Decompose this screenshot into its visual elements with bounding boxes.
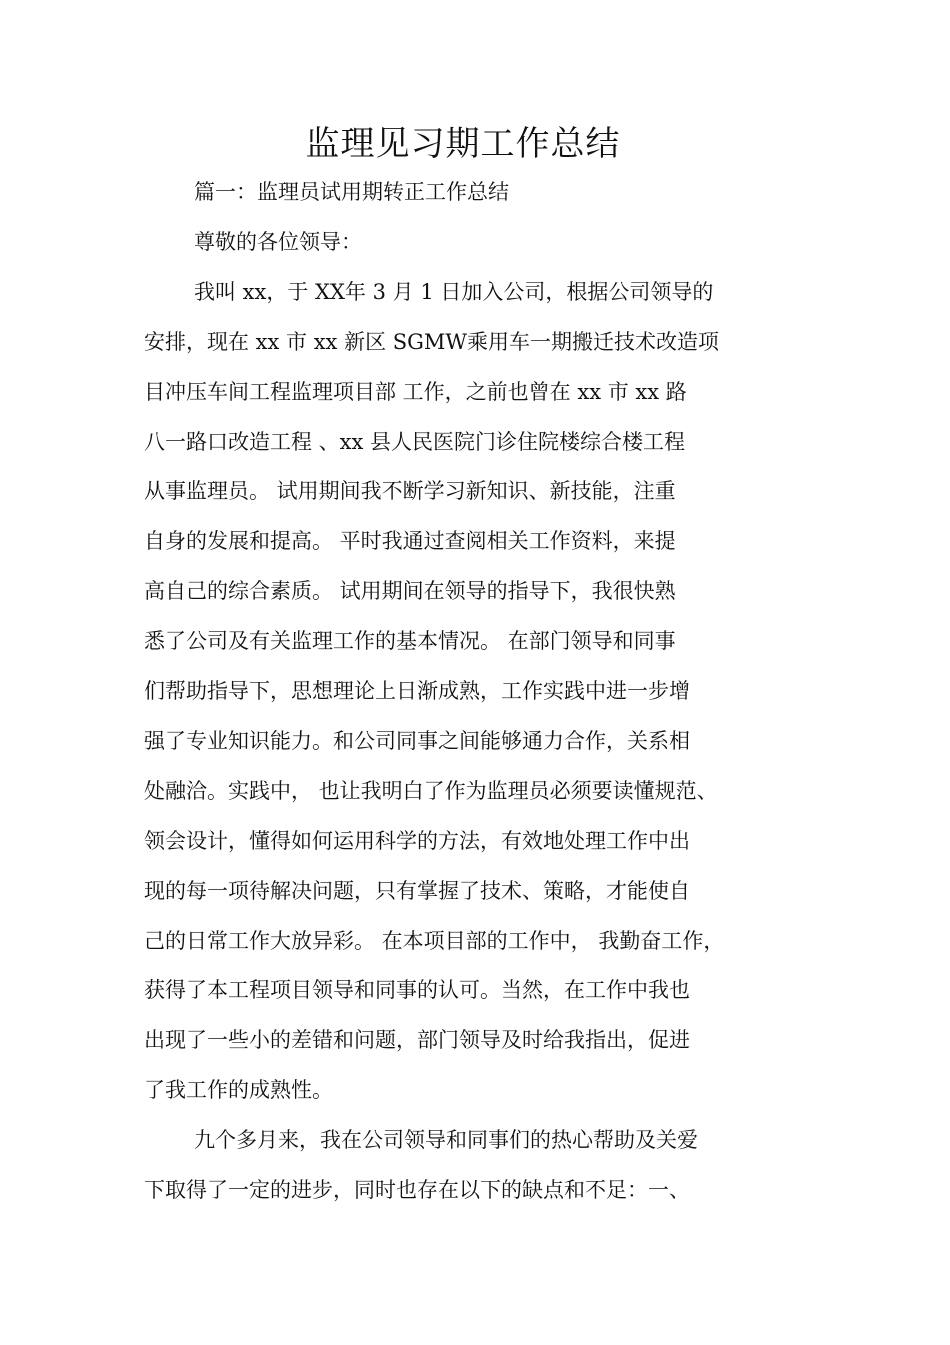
paragraph-line: 自身的发展和提高。 平时我通过查阅相关工作资料，来提 <box>144 529 676 553</box>
paragraph-line: 们帮助指导下，思想理论上日渐成熟，工作实践中进一步增 <box>144 679 690 703</box>
paragraph-line: 出现了一些小的差错和问题，部门领导及时给我指出，促进 <box>144 1028 690 1052</box>
paragraph-line: 九个多月来，我在公司领导和同事们的热心帮助及关爱 <box>194 1128 698 1152</box>
paragraph-line: 高自己的综合素质。 试用期间在领导的指导下，我很快熟 <box>144 579 676 603</box>
paragraph-line: 处融洽。实践中， 也让我明白了作为监理员必须要读懂规范、 <box>144 779 718 803</box>
paragraph-line: 安排，现在 xx 市 xx 新区 SGMW乘用车一期搬迁技术改造项 <box>144 330 719 354</box>
paragraph-line: 我叫 xx，于 XX年 3 月 1 日加入公司，根据公司领导的 <box>194 280 714 304</box>
paragraph-line: 己的日常工作大放异彩。 在本项目部的工作中， 我勤奋工作， <box>144 929 725 953</box>
section-heading: 篇一：监理员试用期转正工作总结 <box>194 180 509 204</box>
paragraph-line: 悉了公司及有关监理工作的基本情况。 在部门领导和同事 <box>144 629 676 653</box>
paragraph-line: 现的每一项待解决问题，只有掌握了技术、策略，才能使自 <box>144 879 690 903</box>
paragraph-line: 从事监理员。 试用期间我不断学习新知识、新技能，注重 <box>144 479 676 503</box>
paragraph-line: 了我工作的成熟性。 <box>144 1078 333 1102</box>
paragraph-line: 目冲压车间工程监理项目部 工作，之前也曾在 xx 市 xx 路 <box>144 380 687 404</box>
document-title: 监理见习期工作总结 <box>305 124 621 164</box>
paragraph-line: 八一路口改造工程 、xx 县人民医院门诊住院楼综合楼工程 <box>144 430 686 454</box>
paragraph-line: 下取得了一定的进步，同时也存在以下的缺点和不足：一、 <box>144 1178 690 1202</box>
paragraph-line: 领会设计，懂得如何运用科学的方法，有效地处理工作中出 <box>144 829 690 853</box>
paragraph-line: 获得了本工程项目领导和同事的认可。当然，在工作中我也 <box>144 978 690 1002</box>
salutation: 尊敬的各位领导： <box>194 230 362 254</box>
paragraph-line: 强了专业知识能力。和公司同事之间能够通力合作，关系相 <box>144 729 690 753</box>
